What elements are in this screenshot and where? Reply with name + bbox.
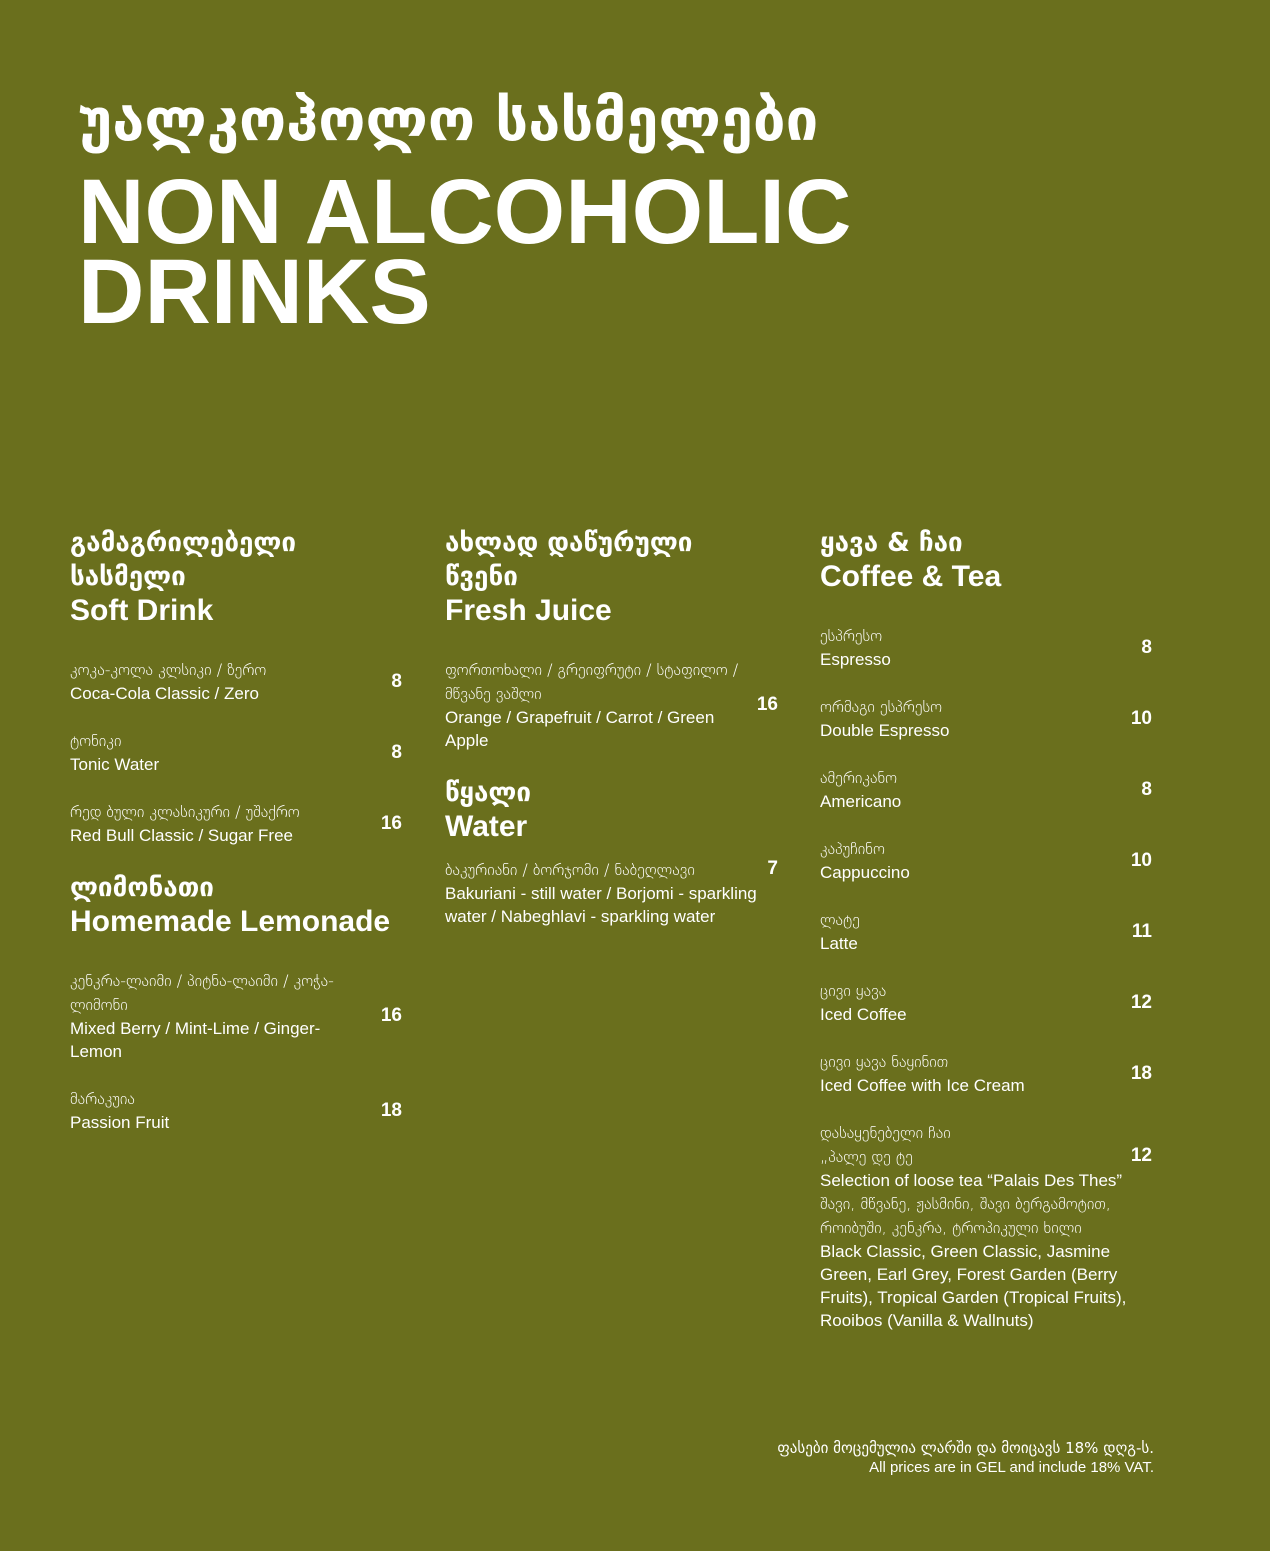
item-name-en: Latte (820, 934, 858, 953)
menu-item (820, 624, 1152, 671)
item-price: 12 (1130, 991, 1152, 1013)
menu-item (820, 695, 1152, 742)
item-name-en: Bakuriani - still water / Borjomi - sparkling water / Nabeghlavi - sparkling water (445, 884, 757, 926)
item-name-ka: დასაყენებელი ჩაი (820, 1123, 951, 1142)
section-title-ka: წყალი (445, 778, 532, 808)
item-name-en: Cappuccino (820, 863, 910, 882)
title-georgian: უალკოჰოლო სასმელები (78, 86, 819, 154)
item-name-ka: ესპრესო (820, 626, 883, 645)
item-name-ka: ცივი ყავა (820, 981, 887, 1000)
section-title-ka: ყავა & ჩაი (820, 528, 963, 558)
title-english-line-2: DRINKS (78, 241, 431, 343)
section-title-ka: წვენი (445, 562, 518, 592)
item-name-en: Tonic Water (70, 755, 160, 774)
menu-item (70, 969, 402, 1063)
item-price: 8 (1141, 778, 1152, 800)
section-title-en: Fresh Juice (445, 594, 612, 627)
column-1 (70, 526, 402, 1158)
item-name-ka: ცივი ყავა ნაყინით (820, 1052, 949, 1071)
item-price: 18 (1130, 1062, 1152, 1084)
item-price: 16 (380, 812, 402, 834)
section-title-ka: ლიმონათი (70, 873, 214, 903)
column-3 (820, 526, 1152, 1356)
item-name-en: Red Bull Classic / Sugar Free (70, 826, 293, 845)
title-english (78, 161, 852, 343)
price-note (777, 1438, 1154, 1478)
item-price: 8 (391, 741, 402, 763)
item-name-en: Orange / Grapefruit / Carrot / Green Apple (445, 708, 715, 750)
section-water (445, 776, 778, 928)
section-title-en: Coffee & Tea (820, 560, 1002, 593)
section-lemonade (70, 871, 402, 1134)
menu-item-tea (820, 1121, 1152, 1332)
menu-item (70, 729, 402, 776)
item-name-ka: ტონიკი (70, 731, 122, 750)
section-soft-drink (70, 526, 402, 847)
menu-item (445, 658, 778, 752)
section-title-en: Homemade Lemonade (70, 905, 391, 938)
title-english-line-1: NON ALCOHOLIC (78, 161, 852, 263)
item-name-ka: რედ ბული კლასიკური / უშაქრო (70, 802, 300, 821)
section-title-ka: გამაგრილებელი (70, 528, 296, 558)
menu-item (445, 858, 778, 928)
item-name-en: Double Espresso (820, 721, 950, 740)
item-name-ka: ორმაგი ესპრესო (820, 697, 943, 716)
menu-item (820, 766, 1152, 813)
item-list (445, 658, 778, 752)
menu-item (820, 837, 1152, 884)
section-fresh-juice (445, 526, 778, 752)
item-name-ka: „პალე დე ტე (820, 1147, 913, 1166)
item-name-en: Iced Coffee with Ice Cream (820, 1076, 1025, 1095)
page-header (78, 82, 852, 343)
item-list (445, 858, 778, 928)
item-price: 8 (391, 670, 402, 692)
item-name-ka: მარაკუია (70, 1089, 135, 1108)
item-description-ka: შავი, მწვანე, ჟასმინი, შავი ბერგამოტით, როიბუში, კენკრა, ტროპიკული ხილი (820, 1194, 1111, 1237)
item-name-en: Coca-Cola Classic / Zero (70, 684, 259, 703)
section-coffee-tea (820, 526, 1152, 1332)
item-name-en: Mixed Berry / Mint-Lime / Ginger-Lemon (70, 1019, 321, 1061)
item-name-en: Passion Fruit (70, 1113, 170, 1132)
item-price: 18 (380, 1099, 402, 1121)
menu-item (820, 1050, 1152, 1097)
item-list (820, 624, 1152, 1332)
item-name-ka: კაპუჩინო (820, 839, 885, 858)
item-name-en: Espresso (820, 650, 891, 669)
item-list (70, 658, 402, 847)
item-price: 16 (756, 694, 778, 715)
menu-item (820, 979, 1152, 1026)
item-price: 7 (767, 858, 778, 879)
item-description-en: Black Classic, Green Classic, Jasmine Green, Earl Grey, Forest Garden (Berry Fruits), Tropical Garden (Tropical Fruits), Rooibos (Vanilla & Wallnuts) (820, 1242, 1127, 1330)
column-2 (445, 526, 778, 952)
item-price: 10 (1130, 707, 1152, 729)
item-price: 10 (1130, 849, 1152, 871)
item-price: 12 (1130, 1145, 1152, 1166)
section-title-ka: ახლად დაწურული (445, 528, 693, 558)
menu-item (820, 908, 1152, 955)
item-list (70, 969, 402, 1134)
item-price: 8 (1141, 636, 1152, 658)
item-name-ka: ბაკურიანი / ბორჯომი / ნაბეღლავი (445, 860, 695, 879)
item-price: 16 (380, 1005, 402, 1026)
item-name-ka: ლატე (820, 910, 860, 929)
menu-item (70, 800, 402, 847)
item-name-ka: კოკა-კოლა კლსიკი / ზერო (70, 660, 267, 679)
item-name-ka: კენკრა-ლაიმი / პიტნა-ლაიმი / კოჭა-ლიმონი (70, 971, 334, 1014)
item-price: 11 (1131, 920, 1152, 942)
menu-item (70, 658, 402, 705)
section-title-ka: სასმელი (70, 562, 186, 592)
item-name-ka: ამერიკანო (820, 768, 898, 787)
item-name-en: Americano (820, 792, 902, 811)
price-note-en: All prices are in GEL and include 18% VAT. (869, 1459, 1154, 1476)
section-title-en: Water (445, 810, 528, 843)
section-title-en: Soft Drink (70, 594, 214, 627)
item-name-en: Selection of loose tea “Palais Des Thes” (820, 1171, 1123, 1190)
price-note-ka: ფასები მოცემულია ლარში და მოიცავს 18% დღგ-ს. (777, 1439, 1154, 1457)
item-name-en: Iced Coffee (820, 1005, 907, 1024)
menu-item (70, 1087, 402, 1134)
item-name-ka: ფორთოხალი / გრეიფრუტი / სტაფილო / მწვანე ვაშლი (445, 660, 739, 703)
